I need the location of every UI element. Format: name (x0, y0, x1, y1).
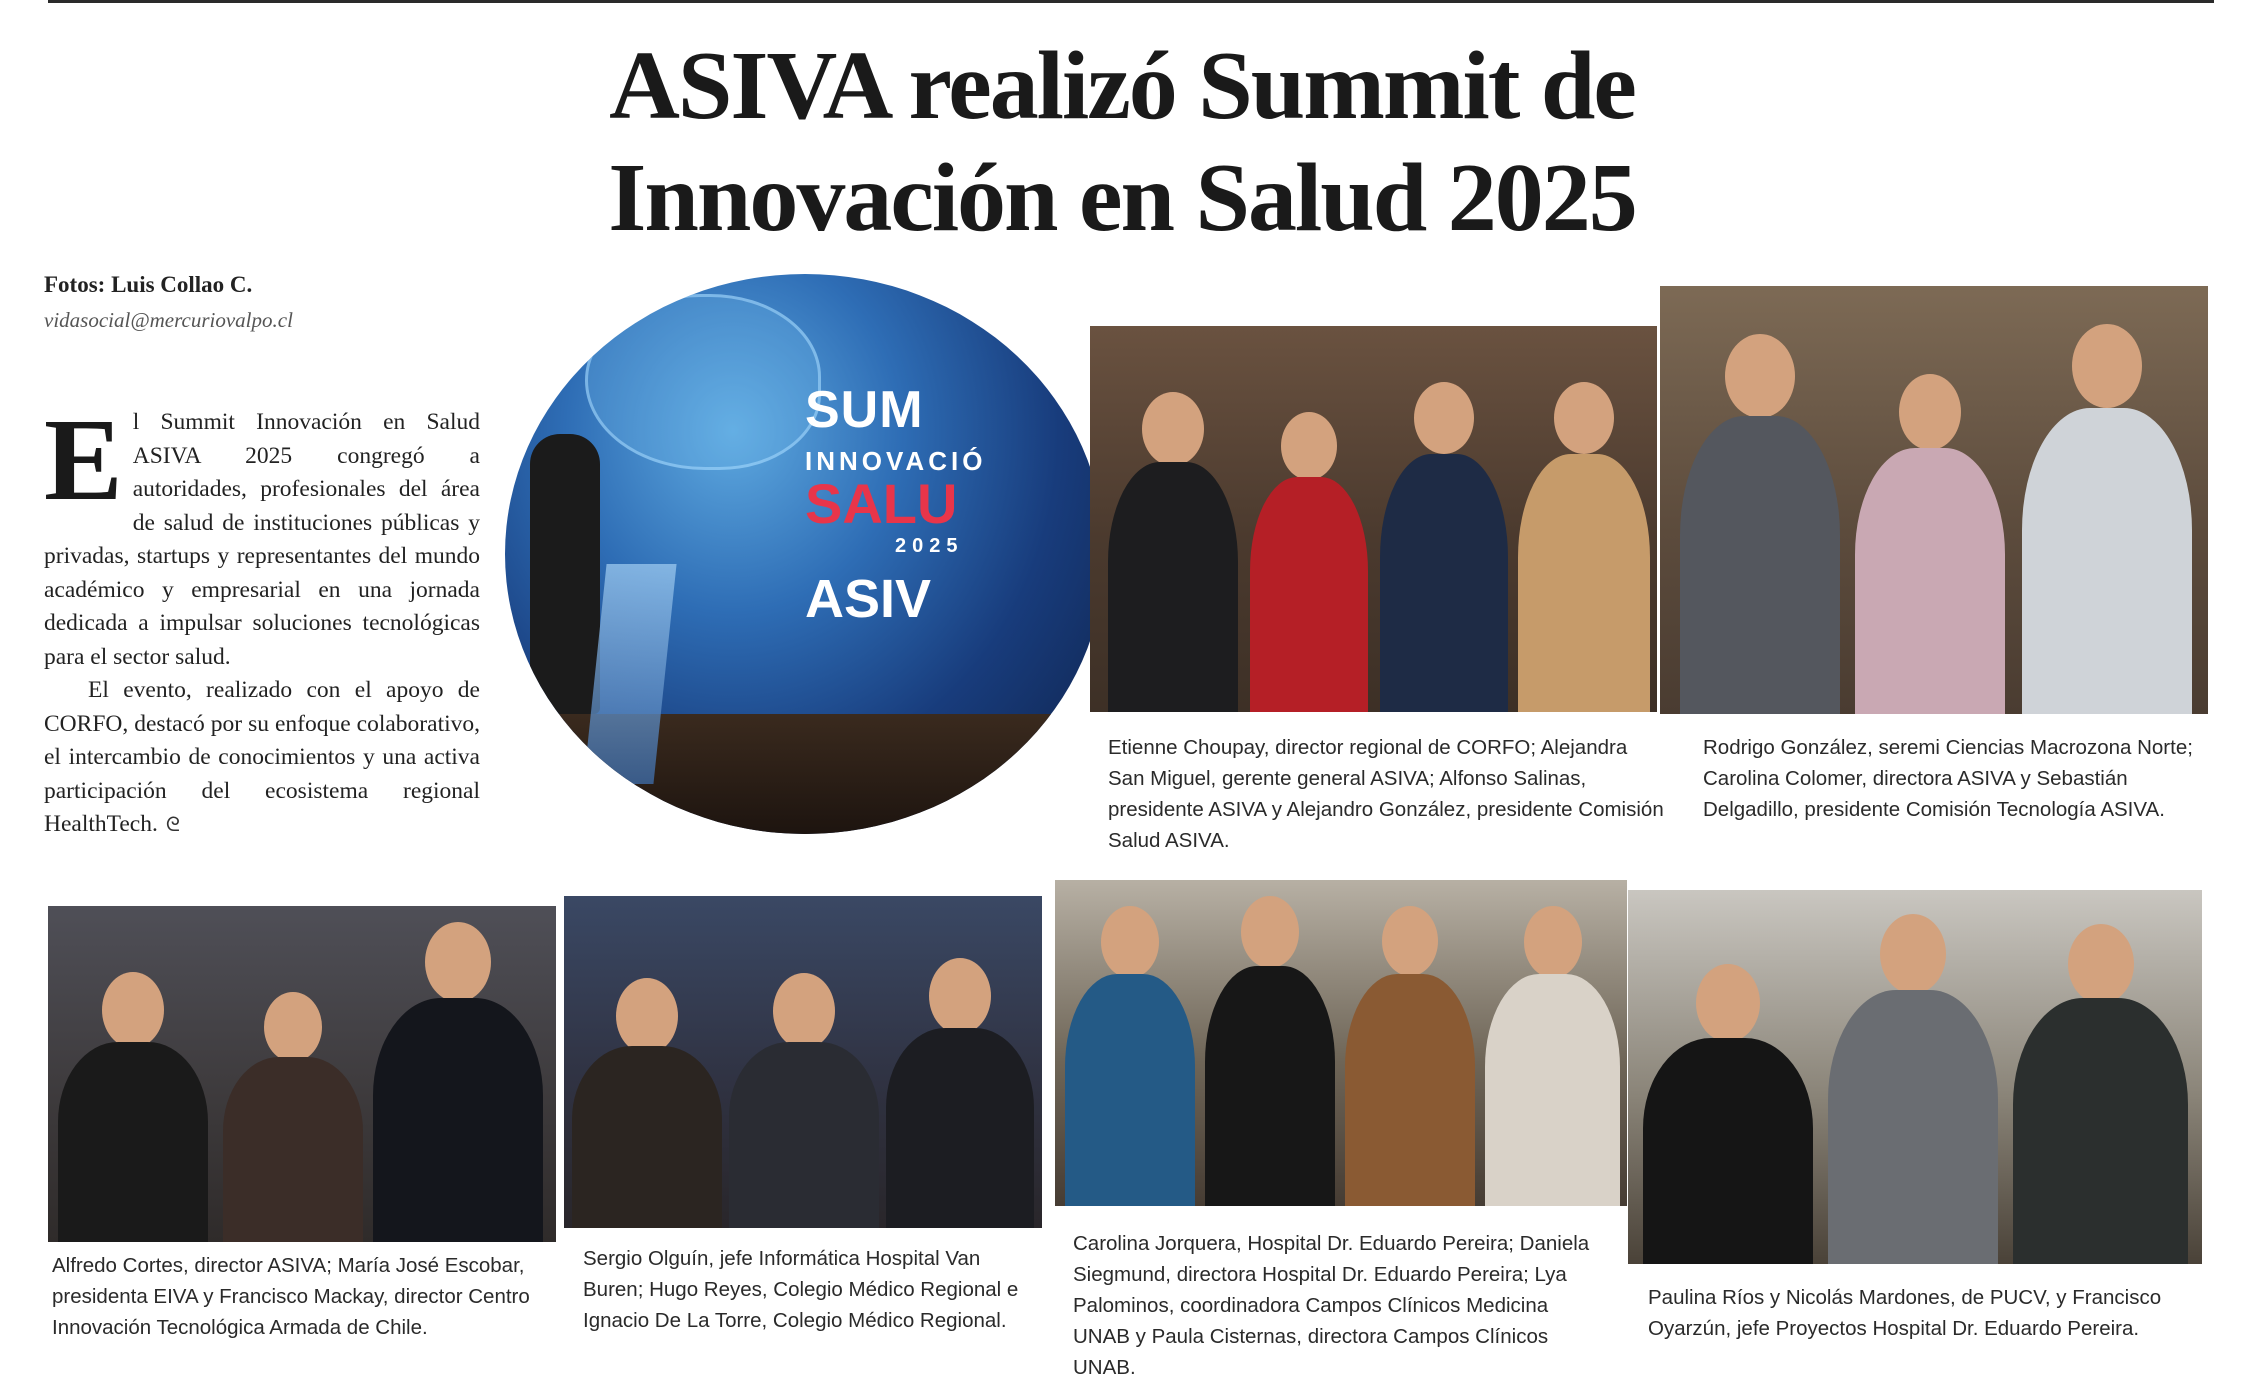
photo-5-caption: Carolina Jorquera, Hospital Dr. Eduardo Pereira; Daniela Siegmund, directora Hospital Dr. Eduardo Pereira; Lya Palominos, coordinadora Campos Clínicos Medicina UNAB y Paula Cisternas, directora Campos Clínicos UNAB. (1073, 1232, 1590, 1379)
photo-credit: Fotos: Luis Collao C. (44, 272, 253, 297)
headline-line-2: Innovación en Salud 2025 (608, 144, 1636, 252)
person (1205, 896, 1335, 1206)
photo-4 (564, 896, 1042, 1228)
contact-email[interactable]: vidasocial@mercuriovalpo.cl (44, 308, 293, 332)
brain-graphic (585, 294, 821, 470)
person (2013, 924, 2188, 1264)
photo-4-caption: Sergio Olguín, jefe Informática Hospital Van Buren; Hugo Reyes, Colegio Médico Regional e Ignacio De La Torre, Colegio Médico Regional. (583, 1247, 1019, 1332)
screen-text-5: ASIV (805, 569, 932, 629)
top-rule (48, 0, 2214, 3)
drop-cap: E (44, 394, 123, 525)
person (1643, 964, 1813, 1264)
person (729, 973, 879, 1228)
person (1518, 382, 1650, 712)
main-event-photo (505, 274, 1105, 834)
body-paragraph-1 (44, 394, 480, 674)
screen-text-4: 2025 (895, 535, 964, 557)
photo-6 (1628, 890, 2202, 1264)
person (373, 922, 543, 1242)
photo-1-caption: Etienne Choupay, director regional de CORFO; Alejandra San Miguel, gerente general ASIVA; Alfonso Salinas, presidente ASIVA y Alejandro González, presidente Comisión Salud ASIVA. (1108, 736, 1664, 852)
article-headline (0, 30, 2244, 254)
person (1680, 334, 1840, 714)
person (58, 972, 208, 1242)
photo-5 (1055, 880, 1627, 1206)
person (1108, 392, 1238, 712)
article-body (44, 394, 480, 843)
person (1855, 374, 2005, 714)
person (2022, 324, 2192, 714)
person (886, 958, 1034, 1228)
photo-2-caption: Rodrigo González, seremi Ciencias Macrozona Norte; Carolina Colomer, directora ASIVA y Sebastián Delgadillo, presidente Comisión Tecnología ASIVA. (1703, 736, 2193, 821)
person (1250, 412, 1368, 712)
paragraph-2-text: El evento, realizado con el apoyo de CORFO, destacó por su enfoque colaborativo, el intercambio de conocimientos y una activa participación del ecosistema regional HealthTech. (44, 677, 480, 837)
photo-6-caption: Paulina Ríos y Nicolás Mardones, de PUCV, y Francisco Oyarzún, jefe Proyectos Hospital Dr. Eduardo Pereira. (1648, 1286, 2162, 1340)
screen-text-3: SALU (805, 472, 958, 535)
person (223, 992, 363, 1242)
screen-text-2: INNOVACIÓ (805, 446, 987, 476)
photo-2 (1660, 286, 2208, 714)
person (1380, 382, 1508, 712)
end-mark-icon: ᘓ (165, 814, 180, 836)
photo-1 (1090, 326, 1657, 712)
person (1485, 906, 1620, 1206)
screen-logo (805, 381, 987, 629)
photo-3-caption: Alfredo Cortes, director ASIVA; María José Escobar, presidenta EIVA y Francisco Mackay, director Centro Innovación Tecnológica Armada de Chile. (52, 1254, 530, 1339)
person (572, 978, 722, 1228)
person (1345, 906, 1475, 1206)
photo-3 (48, 906, 556, 1242)
headline-line-1: ASIVA realizó Summit de (609, 32, 1635, 140)
speaker-figure (530, 434, 600, 714)
paragraph-1-text: l Summit Innovación en Salud ASIVA 2025 congregó a autoridades, profesionales del área de salud de instituciones públicas y privadas, startups y representantes del mundo académico y empresarial en una jornada dedicada a impulsar soluciones tecnológicas para el sector salud. (44, 409, 480, 670)
person (1065, 906, 1195, 1206)
body-paragraph-2 (44, 674, 480, 843)
screen-text-1: SUM (805, 381, 924, 439)
person (1828, 914, 1998, 1264)
